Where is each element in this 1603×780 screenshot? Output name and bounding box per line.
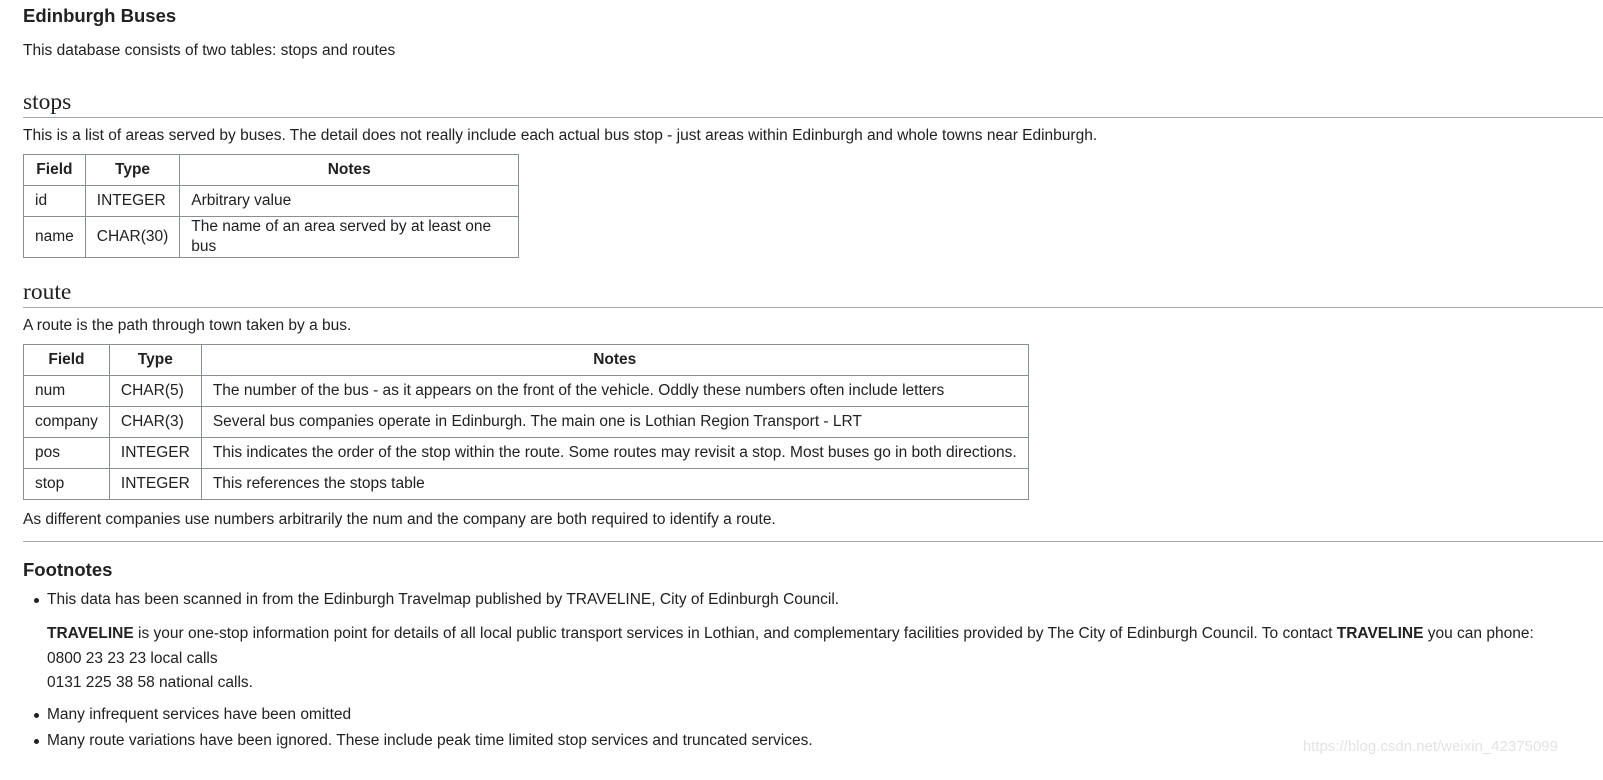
traveline-paragraph	[47, 622, 1603, 696]
route-footnote-text: As different companies use numbers arbitrarily the num and the company are both required to identify a route.	[23, 511, 776, 528]
table-header-row	[24, 345, 1029, 376]
footnote-text: This data has been scanned in from the Edinburgh Travelmap published by TRAVELINE, City of Edinburgh Council.	[47, 591, 840, 608]
column-header-notes: Notes	[201, 345, 1028, 376]
cell-notes: Several bus companies operate in Edinburgh. The main one is Lothian Region Transport - LRT	[201, 407, 1028, 438]
footnote-text: Many infrequent services have been omitted	[47, 705, 352, 723]
cell-notes: This indicates the order of the stop within the route. Some routes may revisit a stop. Most buses go in both directions.	[201, 438, 1028, 469]
column-header-notes: Notes	[180, 155, 519, 186]
cell-field: stop	[24, 469, 110, 500]
cell-type: INTEGER	[85, 186, 179, 217]
traveline-bold: TRAVELINE	[47, 625, 134, 642]
cell-type: CHAR(5)	[109, 376, 201, 407]
cell-type: CHAR(3)	[109, 407, 201, 438]
column-header-type: Type	[85, 155, 179, 186]
cell-type: INTEGER	[109, 438, 201, 469]
column-header-field: Field	[24, 345, 110, 376]
phone-local: 0800 23 23 23 local calls	[47, 649, 218, 667]
stops-table	[23, 154, 519, 258]
cell-type: CHAR(30)	[85, 217, 179, 258]
cell-notes: The number of the bus - as it appears on the front of the vehicle. Oddly these numbers often include letters	[201, 376, 1028, 407]
cell-notes: Arbitrary value	[180, 186, 519, 217]
intro-text: This database consists of two tables: stops and routes	[23, 42, 396, 59]
footnotes-list	[23, 590, 1603, 751]
page-title: Edinburgh Buses	[23, 5, 177, 26]
traveline-text: you can phone:	[1423, 625, 1534, 642]
route-description: A route is the path through town taken by a bus.	[23, 317, 352, 334]
article-content	[23, 0, 1603, 751]
table-row	[24, 186, 519, 217]
table-header-row	[24, 155, 519, 186]
table-row	[24, 407, 1029, 438]
footnote-text: Many route variations have been ignored. These include peak time limited stop services and truncated services.	[47, 731, 813, 749]
table-row	[24, 376, 1029, 407]
watermark: https://blog.csdn.net/weixin_42375099	[1302, 738, 1558, 755]
stops-heading: stops	[23, 88, 1603, 118]
traveline-bold: TRAVELINE	[1336, 625, 1424, 642]
table-row	[24, 217, 519, 258]
route-table	[23, 344, 1029, 500]
table-row	[24, 438, 1029, 469]
cell-field: company	[24, 407, 110, 438]
column-header-type: Type	[109, 345, 201, 376]
cell-field: id	[24, 186, 86, 217]
column-header-field: Field	[24, 155, 86, 186]
route-heading: route	[23, 278, 1603, 308]
cell-notes: The name of an area served by at least one bus	[180, 217, 519, 258]
list-item	[47, 705, 1603, 725]
stops-description: This is a list of areas served by buses. The detail does not really include each actual bus stop - just areas within Edinburgh and whole towns near Edinburgh.	[23, 127, 1098, 144]
cell-field: name	[24, 217, 86, 258]
table-row	[24, 469, 1029, 500]
list-item	[47, 590, 1603, 696]
traveline-text: is your one-stop information point for details of all local public transport services in Lothian, and complementary facilities provided by The City of Edinburgh Council. To contact	[133, 625, 1337, 642]
phone-national: 0131 225 38 58 national calls.	[47, 674, 253, 691]
cell-field: pos	[24, 438, 110, 469]
footnotes-heading: Footnotes	[23, 559, 113, 580]
cell-notes: This references the stops table	[201, 469, 1028, 500]
cell-type: INTEGER	[109, 469, 201, 500]
section-divider	[23, 541, 1603, 542]
cell-field: num	[24, 376, 110, 407]
